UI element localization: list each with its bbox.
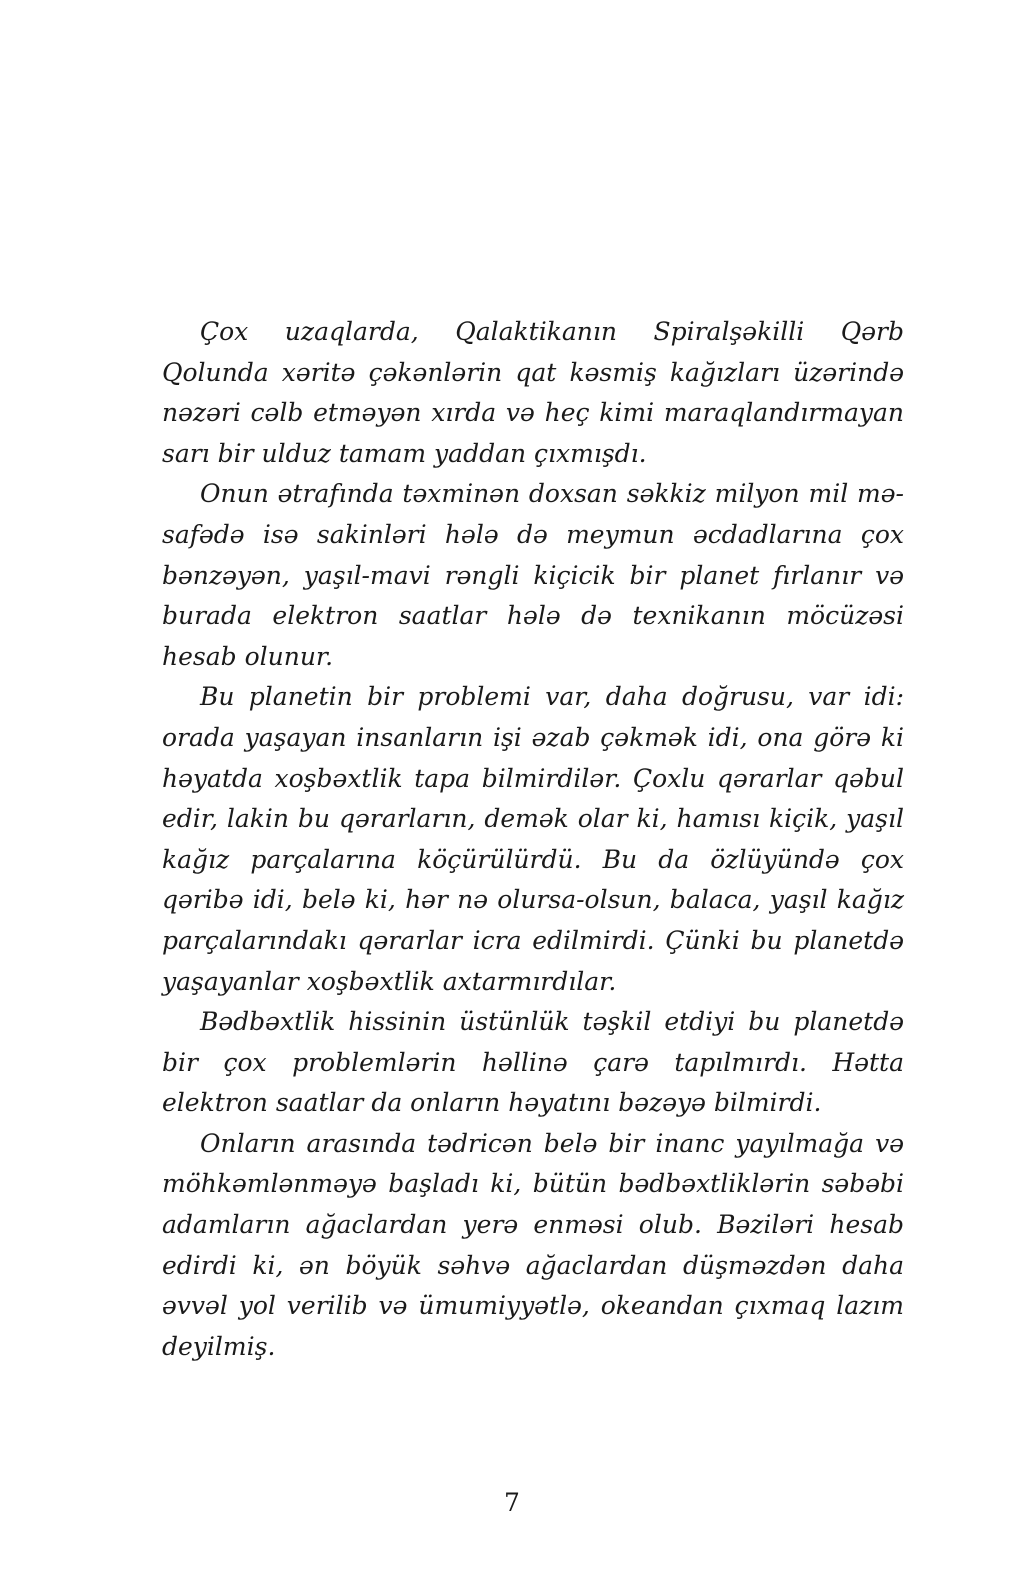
body-text <box>162 312 904 1367</box>
paragraph-3: Bu planetin bir problemi var, daha doğrusu, var idi: orada yaşayan insanların işi əzab çəkmək idi, ona görə ki həyatda xoşbəxtlik tapa bilmirdilər. Çoxlu qərarlar qəbul edir, lakin bu qərarların, demək olar ki, hamısı kiçik, yaşıl kağız parçalarına köçürülürdü. Bu da özlüyündə çox qəribə idi, belə ki, hər nə olursa-olsun, balaca, yaşıl kağız parçalarındakı qərarlar icra edilmirdi. Çünki bu planetdə yaşayanlar xoşbəxtlik axtarmırdılar. <box>162 682 904 996</box>
paragraph-2: Onun ətrafında təxminən doxsan səkkiz milyon mil məsafədə isə sakinləri hələ də meymun əcdadlarına çox bənzəyən, yaşıl-mavi rəngli kiçicik bir planet fırlanır və burada elektron saatlar hələ də texnikanın möcüzəsi hesab olunur. <box>162 479 904 671</box>
paragraph-5: Onların arasında tədricən belə bir inanc yayılmağa və möhkəmlənməyə başladı ki, bütün bədbəxtliklərin səbəbi adamların ağaclardan yerə enməsi olub. Bəziləri hesab edirdi ki, ən böyük səhvə ağaclardan düşməzdən daha əvvəl yol verilib və ümumiyyətlə, okeandan çıxmaq lazım deyilmiş. <box>162 1128 904 1361</box>
page-number: 7 <box>504 1488 520 1517</box>
paragraph-1: Çox uzaqlarda, Qalaktikanın Spiralşəkilli Qərb Qolunda xəritə çəkənlərin qat kəsmiş kağızları üzərində nəzəri cəlb etməyən xırda və heç kimi maraqlandırmayan sarı bir ulduz tamam yaddan çıxmışdı. <box>162 317 904 468</box>
paragraph-4: Bədbəxtlik hissinin üstünlük təşkil etdiyi bu planetdə bir çox problemlərin həllinə çarə tapılmırdı. Hətta elektron saatlar da onların həyatını bəzəyə bilmirdi. <box>162 1007 904 1118</box>
